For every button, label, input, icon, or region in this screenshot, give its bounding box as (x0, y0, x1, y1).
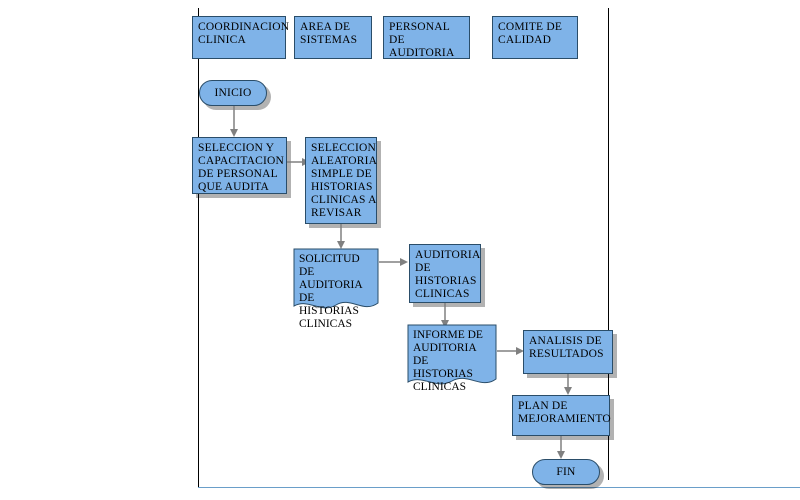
lane-header-personal-de-auditoria[interactable] (383, 16, 470, 59)
node-informe-auditoria[interactable] (407, 324, 497, 393)
node-label: INFORME DE AUDITORIA DE HISTORIAS CLINICAS (413, 329, 483, 393)
lane-header-label: PERSONAL DE AUDITORIA (389, 21, 455, 59)
node-label: AUDITORIA DE HISTORIAS CLINICAS (415, 249, 480, 300)
node-label: SOLICITUD DE AUDITORIA DE HISTORIAS CLINICAS (299, 253, 363, 330)
lane-header-coordinacion-clinica[interactable] (192, 16, 290, 59)
lane-header-area-de-sistemas[interactable] (294, 16, 372, 59)
arrow-analisis-to-plan (560, 374, 576, 396)
arrow-solicitud-to-auditoria (379, 255, 409, 269)
node-label: PLAN DE MEJORAMIENTO (518, 400, 611, 425)
arrow-inicio-to-seleccion-personal (226, 106, 242, 138)
diagram-baseline (198, 487, 800, 488)
node-seleccion-capacitacion-personal[interactable] (192, 137, 287, 194)
arrow-seleccion-aleatoria-to-solicitud (333, 224, 349, 250)
lane-header-label: AREA DE SISTEMAS (300, 21, 358, 46)
node-label: INICIO (214, 86, 252, 99)
lane-header-comite-de-calidad[interactable] (492, 16, 578, 59)
node-plan-mejoramiento[interactable] (512, 395, 610, 436)
node-analisis-resultados[interactable] (523, 330, 613, 374)
arrow-informe-to-analisis (497, 344, 525, 358)
lane-header-label: COORDINACION CLINICA (198, 21, 290, 46)
lane-header-label: COMITE DE CALIDAD (498, 21, 563, 46)
node-label: ANALISIS DE RESULTADOS (529, 335, 604, 360)
node-inicio[interactable] (199, 80, 267, 106)
node-label: SELECCION ALEATORIA SIMPLE DE HISTORIAS CLINICAS A REVISAR (311, 142, 377, 219)
node-solicitud-auditoria[interactable] (293, 248, 379, 330)
node-seleccion-aleatoria-simple[interactable] (305, 137, 377, 224)
arrow-plan-to-fin (553, 436, 569, 460)
node-label: FIN (556, 465, 576, 478)
node-fin[interactable] (532, 459, 600, 485)
node-auditoria-historias-clinicas[interactable] (409, 244, 481, 303)
lane-divider-left (198, 8, 199, 488)
node-label: SELECCION Y CAPACITACION DE PERSONAL QUE AUDITA (198, 142, 285, 193)
